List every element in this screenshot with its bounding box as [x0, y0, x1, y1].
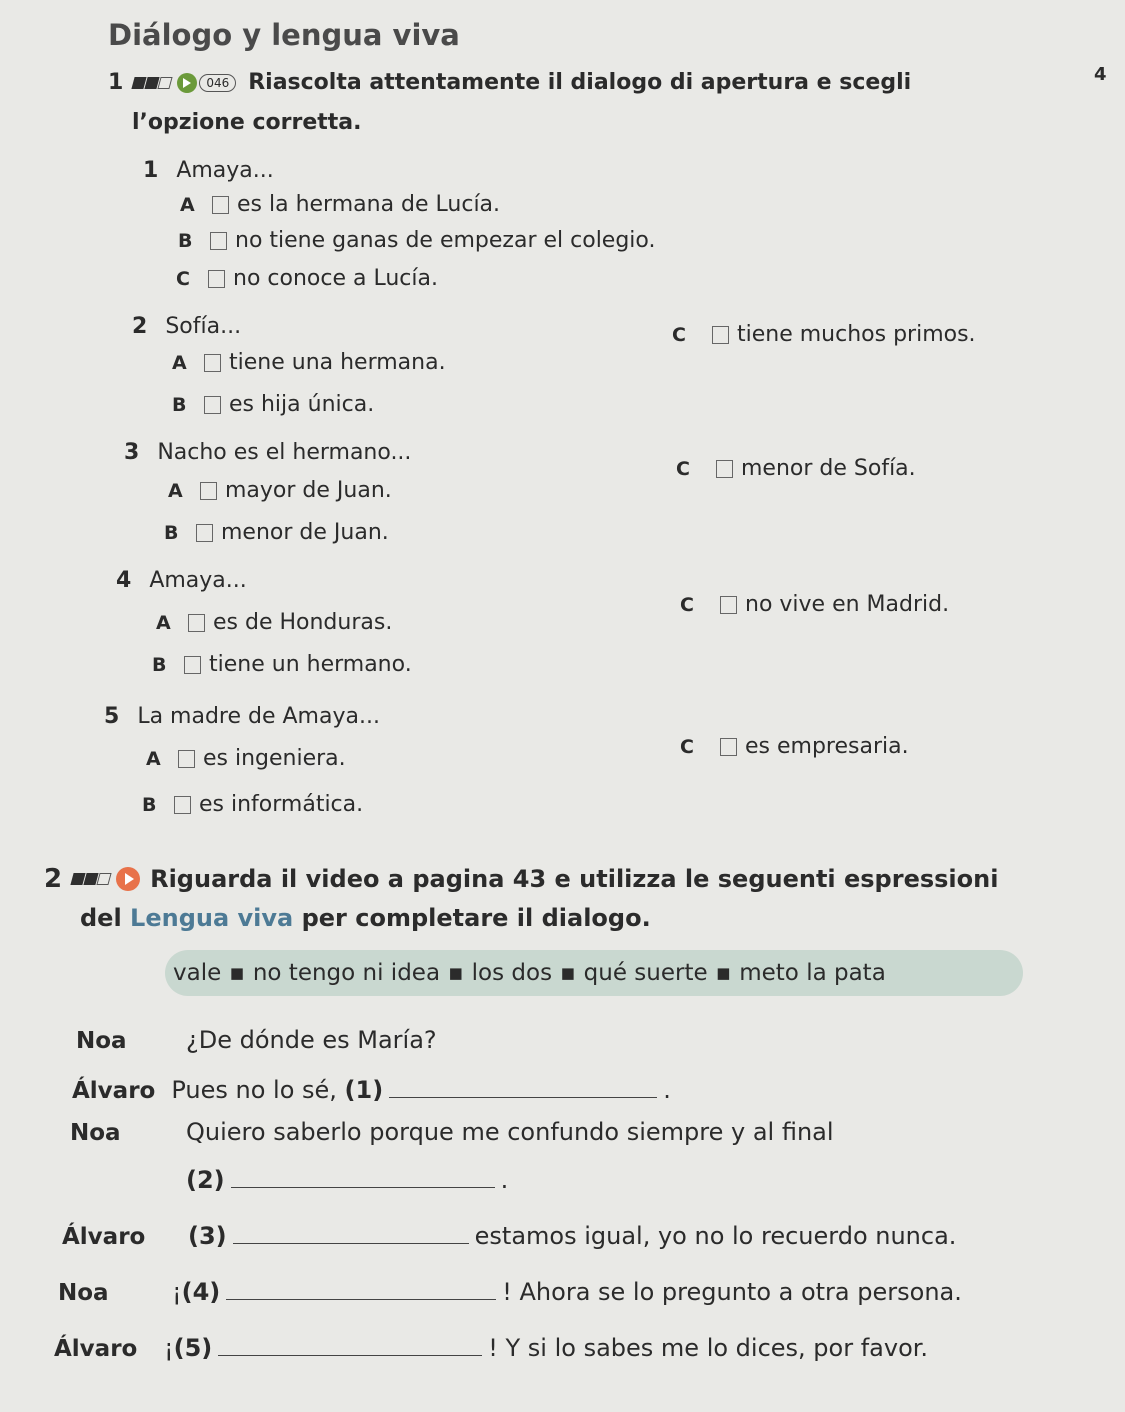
question-1: 1 Amaya... [143, 158, 274, 183]
dialog-line-1: Noa ¿De dónde es María? [76, 1026, 437, 1054]
dialog-line-6: Álvaro ¡ (5) ! Y si lo sabes me lo dices, por favor. [54, 1334, 929, 1362]
option-2a[interactable]: A tiene una hermana. [172, 350, 446, 375]
option-5a[interactable]: A es ingeniera. [146, 746, 346, 771]
difficulty-icon [133, 77, 171, 89]
checkbox[interactable] [212, 196, 229, 214]
audio-icon[interactable] [177, 73, 236, 93]
exercise1-instruction-cont: l’opzione corretta. [132, 110, 362, 135]
option-2b[interactable]: B es hija única. [172, 392, 375, 417]
expression: qué suerte [583, 960, 708, 986]
question-5: 5 La madre de Amaya... [104, 704, 380, 729]
option-1c[interactable]: C no conoce a Lucía. [176, 266, 438, 291]
checkbox[interactable] [178, 750, 195, 768]
option-2c[interactable]: C tiene muchos primos. [672, 322, 976, 347]
checkbox[interactable] [204, 396, 221, 414]
difficulty-icon [72, 873, 110, 885]
option-4c[interactable]: C no vive en Madrid. [680, 592, 950, 617]
separator: ▪ [448, 960, 464, 986]
exercise1-header [108, 70, 911, 95]
checkbox[interactable] [210, 232, 227, 250]
answer-blank-2[interactable] [231, 1186, 495, 1188]
checkbox[interactable] [720, 596, 737, 614]
option-1a[interactable]: A es la hermana de Lucía. [180, 192, 501, 217]
checkbox[interactable] [188, 614, 205, 632]
answer-blank-5[interactable] [218, 1354, 482, 1356]
checkbox[interactable] [204, 354, 221, 372]
question-2: 2 Sofía... [132, 314, 242, 339]
expression: meto la pata [739, 960, 886, 986]
checkbox[interactable] [174, 796, 191, 814]
answer-blank-1[interactable] [389, 1096, 657, 1098]
option-1b[interactable]: B no tiene ganas de empezar el colegio. [178, 228, 656, 253]
checkbox[interactable] [712, 326, 729, 344]
section-title: Diálogo y lengua viva [108, 18, 460, 52]
checkbox[interactable] [208, 270, 225, 288]
separator: ▪ [560, 960, 576, 986]
checkbox[interactable] [200, 482, 217, 500]
option-5c[interactable]: C es empresaria. [680, 734, 909, 759]
lengua-viva-label: Lengua viva [130, 904, 294, 932]
checkbox[interactable] [196, 524, 213, 542]
question-4: 4 Amaya... [116, 568, 247, 593]
dialog-line-3: Noa Quiero saberlo porque me confundo siempre y al final [70, 1118, 834, 1146]
page-number: 4 [1094, 64, 1107, 85]
dialog-line-5: Noa ¡ (4) ! Ahora se lo pregunto a otra persona. [58, 1278, 962, 1306]
option-4b[interactable]: B tiene un hermano. [152, 652, 412, 677]
option-4a[interactable]: A es de Honduras. [156, 610, 393, 635]
option-3a[interactable]: A mayor de Juan. [168, 478, 392, 503]
dialog-line-3-cont: (2) . [186, 1166, 509, 1194]
checkbox[interactable] [184, 656, 201, 674]
question-3: 3 Nacho es el hermano... [124, 440, 412, 465]
exercise1-number: 1 [108, 70, 124, 95]
exercise2-instruction-cont: del Lengua viva per completare il dialogo. [80, 904, 651, 932]
exercise2-instruction: Riguarda il video a pagina 43 e utilizza le seguenti espressioni [150, 865, 999, 893]
checkbox[interactable] [720, 738, 737, 756]
answer-blank-3[interactable] [233, 1242, 469, 1244]
audio-track-number: 046 [199, 74, 236, 92]
option-3c[interactable]: C menor de Sofía. [676, 456, 916, 481]
exercise2-header [44, 864, 998, 894]
dialog-line-2: Álvaro Pues no lo sé, (1) . [72, 1076, 671, 1104]
expressions-box [165, 950, 1023, 996]
expression: los dos [471, 960, 553, 986]
separator: ▪ [715, 960, 732, 986]
separator: ▪ [229, 960, 245, 986]
exercise2-number: 2 [44, 864, 63, 894]
expression: no tengo ni idea [252, 960, 441, 986]
answer-blank-4[interactable] [226, 1298, 496, 1300]
option-3b[interactable]: B menor de Juan. [164, 520, 389, 545]
exercise1-instruction: Riascolta attentamente il dialogo di apertura e scegli [248, 70, 912, 95]
dialog-line-4: Álvaro (3) estamos igual, yo no lo recuerdo nunca. [62, 1222, 957, 1250]
checkbox[interactable] [716, 460, 733, 478]
video-icon[interactable] [116, 867, 140, 891]
option-5b[interactable]: B es informática. [142, 792, 364, 817]
expression: vale [173, 960, 222, 986]
